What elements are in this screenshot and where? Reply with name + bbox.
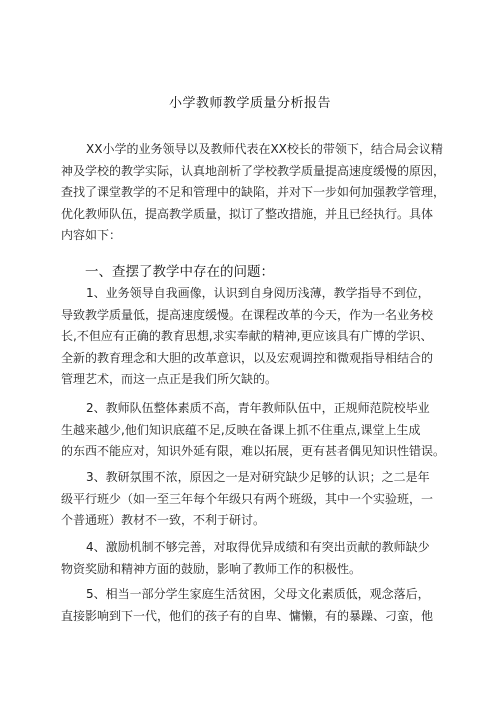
item-4-paragraph	[61, 537, 457, 580]
text-line: 生越来越少,他们知识底蕴不足,反映在备课上抓不住重点,课堂上生成	[61, 422, 421, 437]
text-line: 神及学校的教学实际，认真地剖析了学校教学质量提高速度缓慢的原因，	[61, 163, 446, 178]
text-line: 优化教师队伍，提高教学质量，拟订了整改措施，并且已经执行。具体	[61, 206, 434, 221]
text-line: 个普通班）教材不一致，不利于研讨。	[61, 513, 266, 527]
text-line: 全新的教育理念和大胆的改革意识，以及宏观调控和微观指导相结合的	[61, 350, 434, 365]
text-line: 4、激励机制不够完善，对取得优异成绩和有突出贡献的教师缺少	[86, 540, 430, 554]
text-line: 查找了课堂教学的不足和管理中的缺陷，并对下一步如何加强教学管理，	[61, 185, 446, 199]
intro-paragraph	[61, 139, 457, 247]
text-line: 的东西不能应对，知识外延有限，难以拓展，更有甚者偶见知识性错误。	[61, 444, 446, 458]
text-line: 级平行班少（如一至三年每个年级只有两个班级，其中一个实验班，一	[61, 491, 434, 506]
text-line: 直接影响到下一代，他们的孩子有的自卑、慵懒，有的暴躁、刁蛮，他	[61, 608, 434, 623]
text-line: XX小学的业务领导以及教师代表在XX校长的带领下，结合局会议精	[86, 142, 443, 156]
item-3-paragraph	[61, 467, 457, 532]
text-line: 内容如下：	[61, 228, 122, 242]
text-line: 管理艺术，而这一点正是我们所欠缺的。	[61, 372, 278, 386]
text-line: 物资奖励和精神方面的鼓励，影响了教师工作的积极性。	[61, 561, 362, 576]
document-title: 小学教师教学质量分析报告	[168, 96, 331, 111]
text-line: 长,不但应有正确的教育思想,求实奉献的精神,更应该具有广博的学识、	[61, 329, 433, 343]
item-5-paragraph	[61, 584, 457, 627]
text-line: 5、相当一部分学生家庭生活贫困，父母文化素质低，观念落后，	[86, 587, 430, 601]
text-line: 3、教研氛围不浓，原因之一是对研究缺少足够的认识；之二是年	[86, 470, 430, 484]
text-line: 导致教学质量低，提高速度缓慢。在课程改革的今天，作为一名业务校	[61, 307, 434, 322]
text-line: 1、业务领导自我画像，认识到自身阅历浅薄，教学指导不到位，	[86, 286, 430, 300]
item-1-paragraph	[61, 283, 457, 391]
item-2-paragraph	[61, 398, 457, 463]
text-line: 2、教师队伍整体素质不高，青年教师队伍中，正规师范院校毕业	[86, 401, 430, 415]
section-heading: 一、查摆了教学中存在的问题：	[85, 264, 274, 280]
